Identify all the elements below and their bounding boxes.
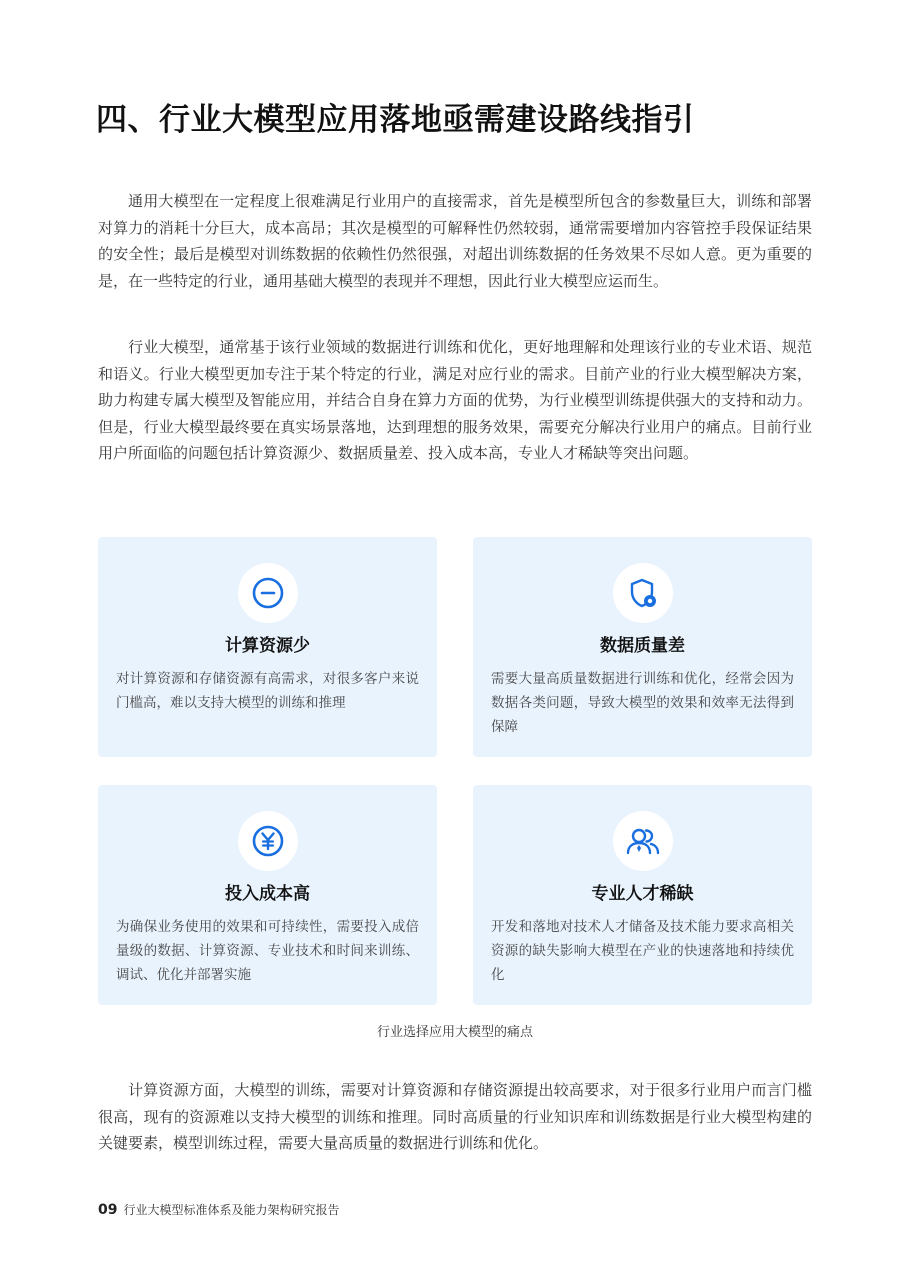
page-title: 四、行业大模型应用落地亟需建设路线指引 bbox=[96, 102, 695, 138]
card-title: 专业人才稀缺 bbox=[591, 884, 694, 904]
figure-caption: 行业选择应用大模型的痛点 bbox=[376, 1025, 533, 1040]
icon-badge bbox=[238, 563, 298, 623]
yen-circle-icon bbox=[251, 824, 285, 858]
industry-model-paragraph: 行业大模型，通常基于该行业领域的数据进行训练和优化，更好地理解和处理该行业的专业术语、规范和语义。行业大模型更加专注于某个特定的行业，满足对应行业的需求。目前产业的行业大模型解决方案，助力构建专属大模型及智能应用，并结合自身在算力方面的优势，为行业模型训练提供强大的支持和动力。但是，行业大模型最终要在真实场景落地，达到理想的服务效果，需要充分解决行业用户的痛点。目前行业用户所面临的问题包括计算资源少、数据质量差、投入成本高，专业人才稀缺等突出问题。 bbox=[98, 338, 812, 462]
icon-badge bbox=[238, 811, 298, 871]
card-title: 计算资源少 bbox=[225, 636, 310, 656]
card-description: 开发和落地对技术人才储备及技术能力要求高相关资源的缺失影响大模型在产业的快速落地和持续优化 bbox=[491, 919, 794, 983]
users-icon bbox=[625, 824, 661, 858]
card-description: 对计算资源和存储资源有高需求，对很多客户来说门槛高，难以支持大模型的训练和推理 bbox=[116, 671, 419, 711]
card-title: 数据质量差 bbox=[600, 636, 685, 656]
icon-badge bbox=[613, 563, 673, 623]
pain-point-card-data bbox=[473, 537, 812, 757]
shield-gear-icon bbox=[626, 576, 660, 610]
card-title: 投入成本高 bbox=[225, 884, 310, 904]
page-number: 09 bbox=[98, 1202, 118, 1218]
pain-point-card-talent bbox=[473, 785, 812, 1005]
card-description: 需要大量高质量数据进行训练和优化，经常会因为数据各类问题，导致大模型的效果和效率无法得到保障 bbox=[491, 671, 794, 735]
intro-paragraph: 通用大模型在一定程度上很难满足行业用户的直接需求，首先是模型所包含的参数量巨大，训练和部署对算力的消耗十分巨大，成本高昂；其次是模型的可解释性仍然较弱，通常需要增加内容管控手段保证结果的安全性；最后是模型对训练数据的依赖性仍然很强，对超出训练数据的任务效果不尽如人意。更为重要的是，在一些特定的行业，通用基础大模型的表现并不理想，因此行业大模型应运而生。 bbox=[98, 192, 812, 290]
page-footer bbox=[98, 1201, 340, 1218]
compute-resources-paragraph: 计算资源方面，大模型的训练，需要对计算资源和存储资源提出较高要求，对于很多行业用户而言门槛很高，现有的资源难以支持大模型的训练和推理。同时高质量的行业知识库和训练数据是行业大模型构建的关键要素，模型训练过程，需要大量高质量的数据进行训练和优化。 bbox=[98, 1081, 812, 1152]
card-description: 为确保业务使用的效果和可持续性，需要投入成倍量级的数据、计算资源、专业技术和时间来训练、调试、优化并部署实施 bbox=[116, 919, 419, 983]
minus-circle-icon bbox=[251, 576, 285, 610]
icon-badge bbox=[613, 811, 673, 871]
report-title: 行业大模型标准体系及能力架构研究报告 bbox=[123, 1203, 340, 1217]
pain-point-card-cost bbox=[98, 785, 437, 1005]
pain-point-card-compute bbox=[98, 537, 437, 757]
